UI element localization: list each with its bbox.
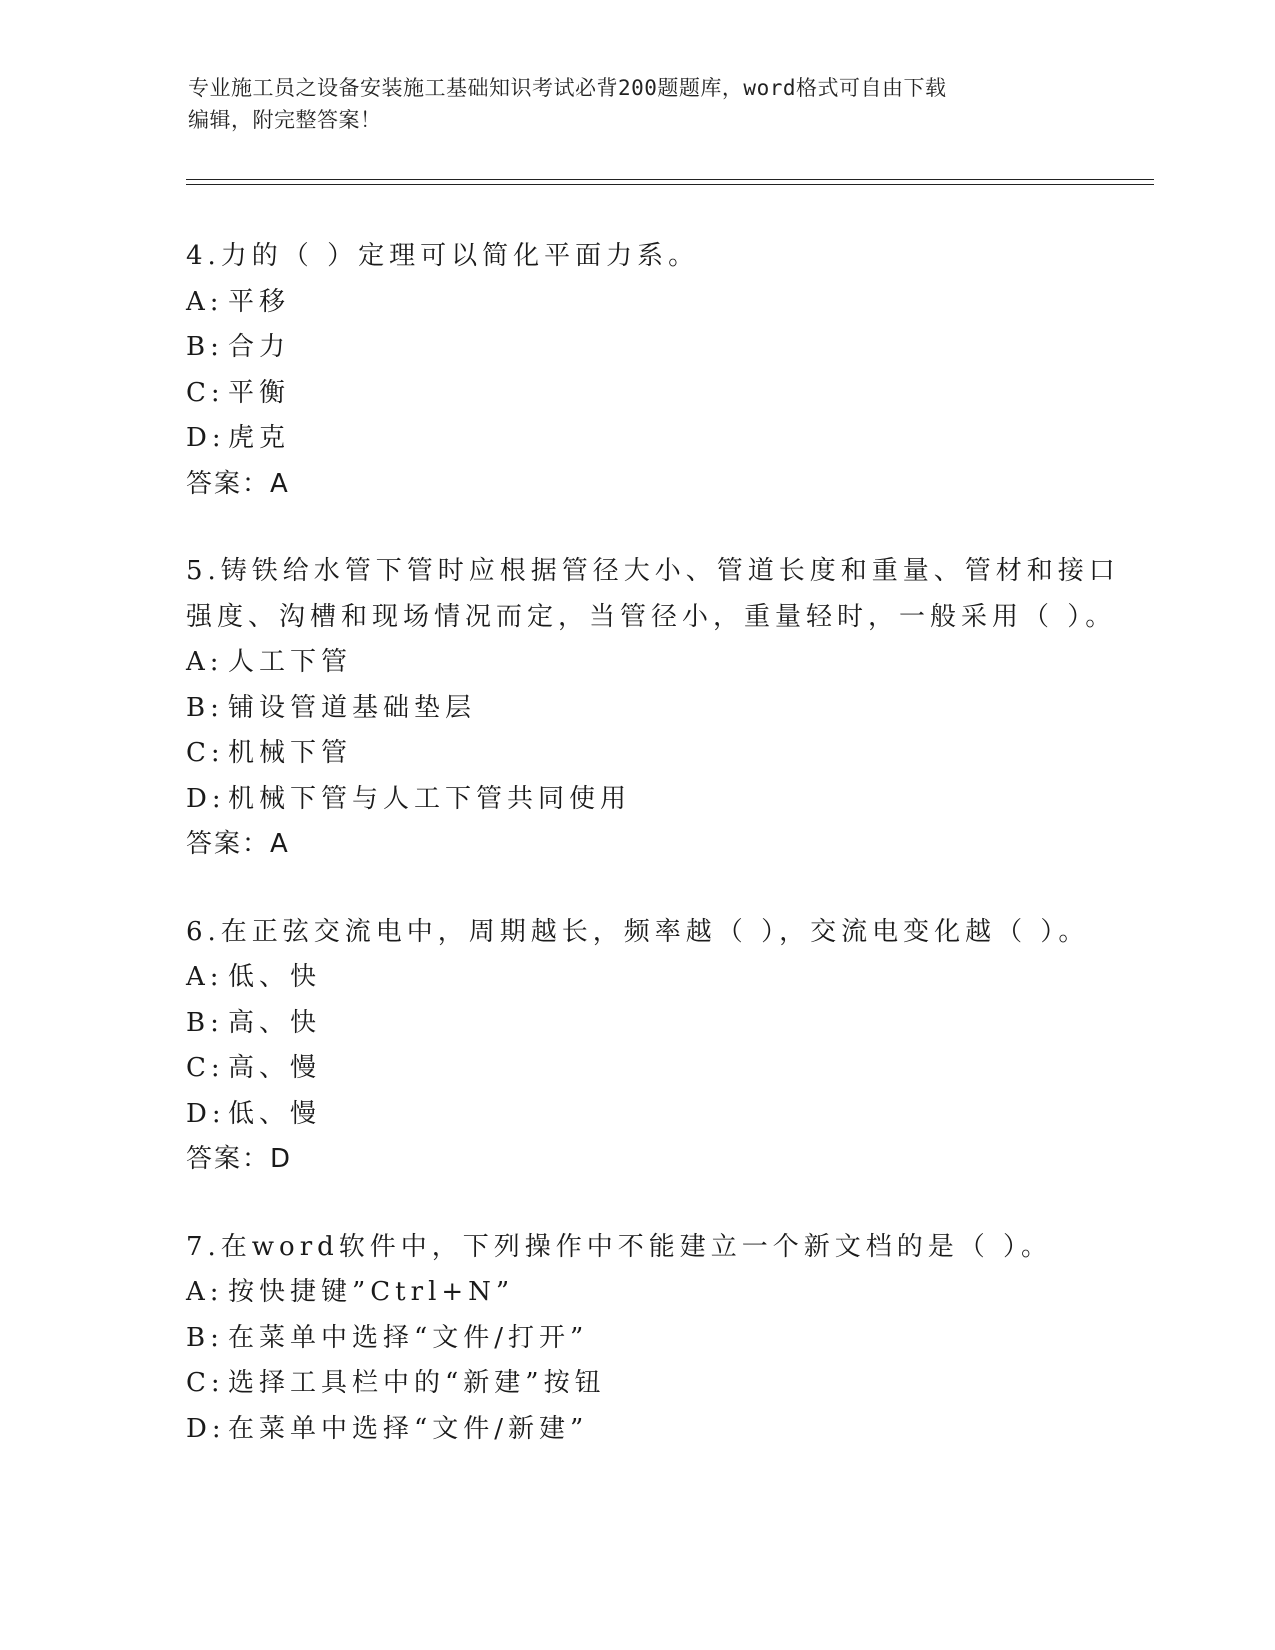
option-text: 低、慢 xyxy=(228,1098,322,1129)
option-text: 人工下管 xyxy=(228,647,353,677)
option-text: 在菜单中选择“文件/新建” xyxy=(228,1413,589,1444)
option-d xyxy=(186,416,1146,462)
header-divider-bottom xyxy=(186,184,1154,185)
option-b xyxy=(186,1001,1146,1047)
option-text: 合力 xyxy=(228,332,291,362)
header-divider-top xyxy=(186,179,1154,180)
option-c xyxy=(186,731,1146,777)
option-text: 低、快 xyxy=(228,962,322,992)
option-c xyxy=(186,371,1146,417)
option-text: 机械下管 xyxy=(228,738,353,768)
option-c xyxy=(186,1046,1146,1092)
option-a xyxy=(186,955,1146,1001)
option-letter: D: xyxy=(186,1413,226,1444)
option-a xyxy=(186,280,1146,326)
option-letter: C: xyxy=(186,738,225,768)
option-letter: B: xyxy=(186,1322,224,1353)
option-a xyxy=(186,1270,1146,1316)
option-c xyxy=(186,1361,1146,1407)
option-letter: A: xyxy=(186,647,224,677)
option-d xyxy=(186,1407,1146,1453)
option-b xyxy=(186,686,1146,732)
option-text: 选择工具栏中的“新建”按钮 xyxy=(228,1368,606,1398)
option-d xyxy=(186,777,1146,823)
question-text: 6.在正弦交流电中，周期越长，频率越（ ），交流电变化越（ ）。 xyxy=(186,916,1090,947)
question-list xyxy=(186,234,1146,1494)
option-letter: B: xyxy=(186,692,224,723)
question-text: 5.铸铁给水管下管时应根据管径大小、管道长度和重量、管材和接口 xyxy=(186,556,1120,586)
option-text: 铺设管道基础垫层 xyxy=(228,692,477,723)
option-d xyxy=(186,1092,1146,1138)
option-letter: B: xyxy=(186,332,224,362)
answer-line: 答案：D xyxy=(186,1144,293,1174)
question-5 xyxy=(186,549,1146,868)
question-4 xyxy=(186,234,1146,507)
question-6 xyxy=(186,910,1146,1183)
header-line-1: 专业施工员之设备安装施工基础知识考试必背200题题库，word格式可自由下载 xyxy=(188,76,947,100)
document-header xyxy=(188,72,1088,136)
option-letter: C: xyxy=(186,1053,225,1083)
answer-line: 答案：A xyxy=(186,468,290,499)
option-letter: D: xyxy=(186,1098,226,1129)
option-letter: D: xyxy=(186,783,226,814)
header-line-2: 编辑，附完整答案！ xyxy=(188,108,382,132)
option-b xyxy=(186,325,1146,371)
option-letter: D: xyxy=(186,423,226,453)
question-7 xyxy=(186,1225,1146,1453)
option-letter: C: xyxy=(186,377,225,408)
option-a xyxy=(186,640,1146,686)
option-text: 按快捷键”Ctrl+N” xyxy=(228,1277,515,1307)
option-text: 在菜单中选择“文件/打开” xyxy=(228,1322,589,1353)
option-letter: B: xyxy=(186,1007,224,1038)
option-letter: C: xyxy=(186,1368,225,1398)
option-letter: A: xyxy=(186,962,224,992)
option-text: 高、慢 xyxy=(228,1053,322,1083)
option-text: 高、快 xyxy=(228,1007,322,1038)
option-text: 平衡 xyxy=(228,377,291,408)
option-letter: A: xyxy=(186,286,224,317)
option-text: 机械下管与人工下管共同使用 xyxy=(228,783,632,814)
option-text: 虎克 xyxy=(228,423,291,453)
question-text-continued: 强度、沟槽和现场情况而定，当管径小，重量轻时，一般采用（ ）。 xyxy=(186,601,1117,632)
question-text: 4.力的（ ）定理可以简化平面力系。 xyxy=(186,241,700,271)
answer-line: 答案：A xyxy=(186,829,290,859)
option-b xyxy=(186,1316,1146,1362)
option-letter: A: xyxy=(186,1277,224,1307)
question-text: 7.在word软件中，下列操作中不能建立一个新文档的是（ ）。 xyxy=(186,1231,1053,1262)
option-text: 平移 xyxy=(228,286,291,317)
